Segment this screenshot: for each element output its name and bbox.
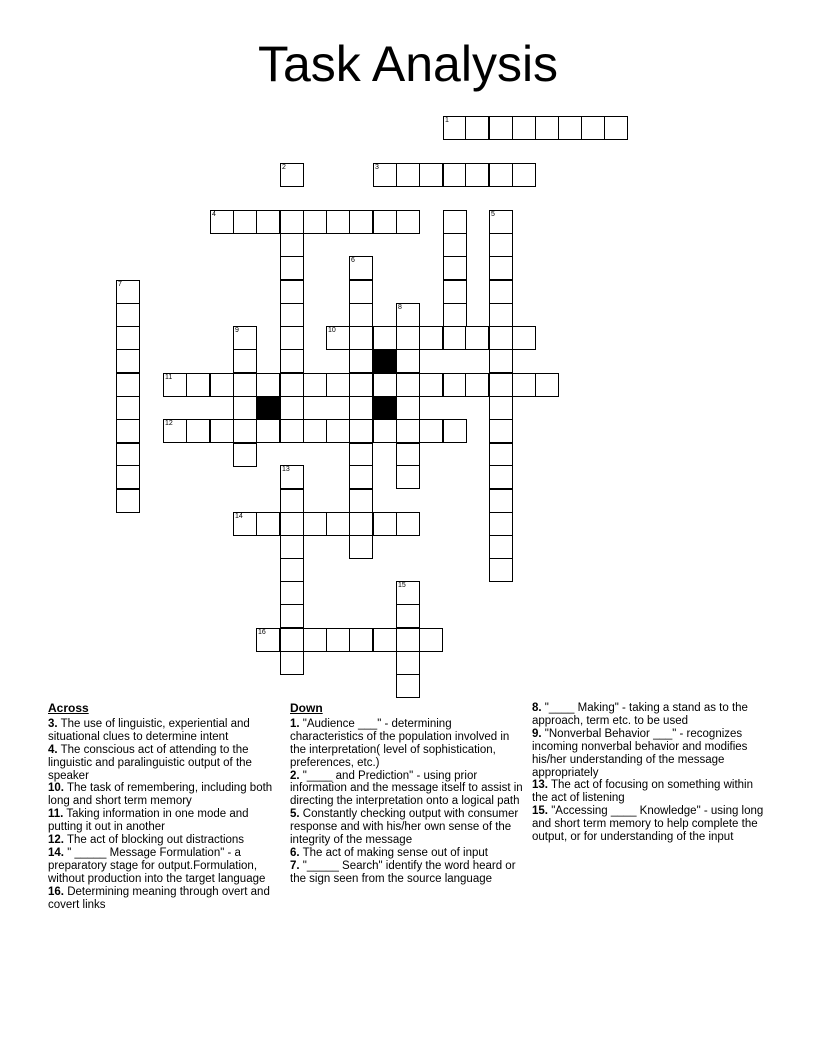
clue (48, 886, 284, 912)
clue-number: 15 (398, 582, 406, 589)
crossword-cell[interactable] (280, 558, 304, 582)
clue-text: "Audience ___" - determining characteristics of the population involved in the interpretation( level of sophistication, preferences, etc.) (290, 717, 510, 769)
crossword-cell[interactable] (280, 512, 304, 536)
clue (290, 808, 526, 847)
crossword-cell[interactable] (489, 535, 513, 559)
crossword-cell[interactable] (116, 303, 140, 327)
clue-number-label: 7. (290, 859, 300, 872)
crossword-cell[interactable] (210, 419, 234, 443)
crossword-cell[interactable] (443, 233, 467, 257)
crossword-cell[interactable] (303, 373, 327, 397)
crossword-cell[interactable] (233, 419, 257, 443)
crossword-cell[interactable] (489, 280, 513, 304)
crossword-cell[interactable] (280, 256, 304, 280)
crossword-cell[interactable] (116, 396, 140, 420)
crossword-cell[interactable] (489, 233, 513, 257)
crossword-cell[interactable] (280, 280, 304, 304)
clue-text: "____ and Prediction" - using prior information and the message itself to assist in directing the interpretation onto a logical path (290, 769, 523, 808)
crossword-cell[interactable] (489, 163, 513, 187)
crossword-cell[interactable] (396, 396, 420, 420)
crossword-cell[interactable] (396, 419, 420, 443)
clue-text: "Accessing ____ Knowledge" - using long and short term memory to help complete the output, or for understanding of the input (532, 805, 764, 844)
crossword-cell[interactable] (443, 256, 467, 280)
crossword-cell[interactable] (280, 535, 304, 559)
clue-number-label: 13. (532, 779, 548, 792)
clue-number: 2 (282, 164, 286, 171)
crossword-cell[interactable] (443, 116, 467, 140)
clue-number-label: 5. (290, 808, 300, 821)
crossword-cell[interactable] (396, 465, 420, 489)
clue (48, 808, 284, 834)
crossword-cell[interactable] (186, 373, 210, 397)
crossword-cell[interactable] (465, 326, 489, 350)
clue-number-label: 16. (48, 885, 64, 898)
crossword-cell[interactable] (373, 419, 397, 443)
crossword-cell[interactable] (373, 163, 397, 187)
clue (532, 728, 772, 780)
crossword-cell[interactable] (280, 373, 304, 397)
crossword-cell[interactable] (489, 373, 513, 397)
crossword-cell[interactable] (396, 581, 420, 605)
clue-number: 9 (235, 327, 239, 334)
clue (290, 847, 526, 860)
crossword-cell[interactable] (373, 512, 397, 536)
crossword-cell[interactable] (326, 419, 350, 443)
crossword-cell[interactable] (280, 163, 304, 187)
crossword-cell[interactable] (443, 303, 467, 327)
crossword-cell[interactable] (280, 210, 304, 234)
crossword-cell[interactable] (280, 349, 304, 373)
crossword-cell[interactable] (280, 604, 304, 628)
crossword-cell[interactable] (349, 628, 373, 652)
crossword-cell[interactable] (280, 465, 304, 489)
crossword-cell[interactable] (489, 396, 513, 420)
crossword-cell[interactable] (396, 326, 420, 350)
clue (290, 770, 526, 809)
crossword-cell[interactable] (396, 604, 420, 628)
crossword-cell[interactable] (280, 326, 304, 350)
clue-number: 4 (212, 211, 216, 218)
crossword-cell[interactable] (443, 163, 467, 187)
crossword-cell[interactable] (233, 373, 257, 397)
crossword-cell[interactable] (443, 210, 467, 234)
crossword-cell[interactable] (116, 443, 140, 467)
clue (48, 718, 284, 744)
crossword-cell[interactable] (280, 581, 304, 605)
crossword-cell[interactable] (396, 210, 420, 234)
clue-number: 13 (282, 466, 290, 473)
down-heading: Down (290, 701, 323, 715)
crossword-cell[interactable] (396, 373, 420, 397)
clue-text: The act of making sense out of input (299, 846, 488, 859)
clue-number: 12 (165, 420, 173, 427)
black-cell (373, 349, 397, 373)
crossword-cell[interactable] (233, 512, 257, 536)
crossword-cell[interactable] (373, 628, 397, 652)
crossword-cell[interactable] (233, 349, 257, 373)
crossword-cell[interactable] (233, 326, 257, 350)
clue-number-label: 11. (48, 808, 64, 821)
crossword-cell[interactable] (419, 163, 443, 187)
crossword-cell[interactable] (116, 419, 140, 443)
clue-text: Constantly checking output with consumer response and with his/her own sense of the integrity of the message (290, 808, 519, 847)
crossword-cell[interactable] (349, 326, 373, 350)
clue-number-label: 15. (532, 805, 548, 818)
crossword-cell[interactable] (489, 443, 513, 467)
crossword-cell[interactable] (349, 256, 373, 280)
crossword-cell[interactable] (116, 489, 140, 513)
crossword-cell[interactable] (303, 210, 327, 234)
clue-text: Taking information in one mode and putting it out in another (48, 808, 249, 834)
clue-number-label: 14. (48, 846, 64, 859)
crossword-cell[interactable] (186, 419, 210, 443)
crossword-cell[interactable] (419, 419, 443, 443)
crossword-cell[interactable] (489, 512, 513, 536)
crossword-cell[interactable] (535, 373, 559, 397)
crossword-cell[interactable] (349, 280, 373, 304)
crossword-cell[interactable] (443, 373, 467, 397)
crossword-cell[interactable] (465, 163, 489, 187)
crossword-cell[interactable] (581, 116, 605, 140)
crossword-cell[interactable] (396, 628, 420, 652)
crossword-cell[interactable] (489, 349, 513, 373)
clue-number-label: 1. (290, 717, 300, 730)
crossword-cell[interactable] (349, 465, 373, 489)
crossword-cell[interactable] (326, 512, 350, 536)
crossword-cell[interactable] (489, 465, 513, 489)
crossword-cell[interactable] (419, 628, 443, 652)
black-cell (256, 396, 280, 420)
crossword-cell[interactable] (303, 419, 327, 443)
clue (290, 718, 526, 770)
crossword-cell[interactable] (326, 628, 350, 652)
crossword-cell[interactable] (512, 116, 536, 140)
crossword-cell[interactable] (349, 512, 373, 536)
crossword-cell[interactable] (396, 674, 420, 698)
clue-number: 11 (165, 374, 173, 381)
crossword-cell[interactable] (489, 210, 513, 234)
crossword-cell[interactable] (280, 489, 304, 513)
clue (48, 744, 284, 783)
crossword-cell[interactable] (210, 210, 234, 234)
across-heading: Across (48, 701, 89, 715)
crossword-cell[interactable] (256, 373, 280, 397)
crossword-cell[interactable] (116, 326, 140, 350)
crossword-cell[interactable] (489, 256, 513, 280)
clue-number: 6 (351, 257, 355, 264)
crossword-cell[interactable] (116, 465, 140, 489)
crossword-cell[interactable] (604, 116, 628, 140)
clue (532, 702, 772, 728)
crossword-cell[interactable] (373, 210, 397, 234)
crossword-cell[interactable] (280, 419, 304, 443)
crossword-cell[interactable] (233, 210, 257, 234)
crossword-cell[interactable] (256, 628, 280, 652)
crossword-cell[interactable] (396, 512, 420, 536)
down-clues (290, 702, 526, 886)
clue-number: 1 (445, 117, 449, 124)
crossword-cell[interactable] (465, 373, 489, 397)
clue-number-label: 6. (290, 846, 300, 859)
clue-number: 3 (375, 164, 379, 171)
clue (48, 834, 284, 847)
crossword-cell[interactable] (512, 163, 536, 187)
crossword-cell[interactable] (256, 419, 280, 443)
clue-number: 5 (491, 211, 495, 218)
clue-number: 10 (328, 327, 336, 334)
across-clues (48, 702, 284, 912)
crossword-cell[interactable] (489, 419, 513, 443)
crossword-cell[interactable] (326, 373, 350, 397)
clue (532, 779, 772, 805)
crossword-cell[interactable] (233, 396, 257, 420)
crossword-cell[interactable] (163, 419, 187, 443)
crossword-cell[interactable] (512, 373, 536, 397)
crossword-cell[interactable] (443, 326, 467, 350)
crossword-cell[interactable] (233, 443, 257, 467)
crossword-cell[interactable] (116, 349, 140, 373)
crossword-cell[interactable] (303, 628, 327, 652)
clue-number-label: 3. (48, 717, 58, 730)
down-clues-continued (532, 702, 772, 844)
clue-text: "____ Making" - taking a stand as to the approach, term etc. to be used (532, 702, 748, 727)
clue-number: 14 (235, 513, 243, 520)
crossword-cell[interactable] (349, 349, 373, 373)
clue (48, 847, 284, 886)
clue-text: "Nonverbal Behavior ___" - recognizes incoming nonverbal behavior and modifies his/her understanding of the message appropriately (532, 727, 748, 779)
crossword-cell[interactable] (163, 373, 187, 397)
crossword-cell[interactable] (349, 396, 373, 420)
crossword-cell[interactable] (303, 512, 327, 536)
crossword-cell[interactable] (256, 210, 280, 234)
crossword-cell[interactable] (465, 116, 489, 140)
crossword-cell[interactable] (349, 419, 373, 443)
clue-number-label: 12. (48, 834, 64, 847)
crossword-cell[interactable] (349, 373, 373, 397)
clue-text: "_____ Search" identify the word heard or the sign seen from the source language (290, 859, 516, 885)
crossword-cell[interactable] (116, 280, 140, 304)
crossword-cell[interactable] (396, 303, 420, 327)
black-cell (373, 396, 397, 420)
crossword-cell[interactable] (373, 326, 397, 350)
page-title: Task Analysis (257, 36, 559, 92)
crossword-cell[interactable] (419, 326, 443, 350)
crossword-cell[interactable] (535, 116, 559, 140)
crossword-cell[interactable] (280, 651, 304, 675)
clue-text: The conscious act of attending to the linguistic and paralinguistic output of the speaker (48, 743, 252, 782)
clue-number-label: 10. (48, 782, 64, 795)
crossword-cell[interactable] (256, 512, 280, 536)
clue (48, 782, 284, 808)
crossword-cell[interactable] (349, 489, 373, 513)
clue-number-label: 4. (48, 743, 58, 756)
crossword-cell[interactable] (280, 303, 304, 327)
crossword-cell[interactable] (326, 326, 350, 350)
clue (290, 860, 526, 886)
clue-text: Determining meaning through overt and covert links (48, 885, 270, 911)
crossword-cell[interactable] (396, 349, 420, 373)
crossword-cell[interactable] (349, 443, 373, 467)
clue-text: " _____ Message Formulation" - a preparatory stage for output.Formulation, without production into the target language (48, 846, 266, 885)
clue-text: The act of blocking out distractions (64, 834, 245, 847)
crossword-cell[interactable] (349, 210, 373, 234)
crossword-cell[interactable] (419, 373, 443, 397)
clue-text: The act of focusing on something within the act of listening (532, 779, 753, 805)
crossword-cell[interactable] (373, 373, 397, 397)
clue-number: 16 (258, 629, 266, 636)
clue-number-label: 8. (532, 702, 542, 714)
crossword-cell[interactable] (489, 303, 513, 327)
clue-number: 7 (118, 281, 122, 288)
crossword-cell[interactable] (489, 326, 513, 350)
crossword-cell[interactable] (326, 210, 350, 234)
clue-text: The task of remembering, including both long and short term memory (48, 782, 273, 808)
crossword-cell[interactable] (116, 373, 140, 397)
crossword-cell[interactable] (558, 116, 582, 140)
clue (532, 805, 772, 844)
crossword-cell[interactable] (396, 651, 420, 675)
crossword-cell[interactable] (512, 326, 536, 350)
crossword-cell[interactable] (443, 280, 467, 304)
clue-number-label: 2. (290, 769, 300, 782)
crossword-cell[interactable] (443, 419, 467, 443)
crossword-cell[interactable] (349, 303, 373, 327)
crossword-cell[interactable] (489, 116, 513, 140)
crossword-cell[interactable] (349, 535, 373, 559)
clue-number: 8 (398, 304, 402, 311)
crossword-cell[interactable] (280, 396, 304, 420)
clue-number-label: 9. (532, 727, 542, 740)
crossword-cell[interactable] (396, 443, 420, 467)
crossword-cell[interactable] (396, 163, 420, 187)
crossword-cell[interactable] (280, 233, 304, 257)
crossword-cell[interactable] (210, 373, 234, 397)
crossword-cell[interactable] (280, 628, 304, 652)
crossword-cell[interactable] (489, 558, 513, 582)
crossword-cell[interactable] (489, 489, 513, 513)
clue-text: The use of linguistic, experiential and situational clues to determine intent (48, 717, 250, 743)
